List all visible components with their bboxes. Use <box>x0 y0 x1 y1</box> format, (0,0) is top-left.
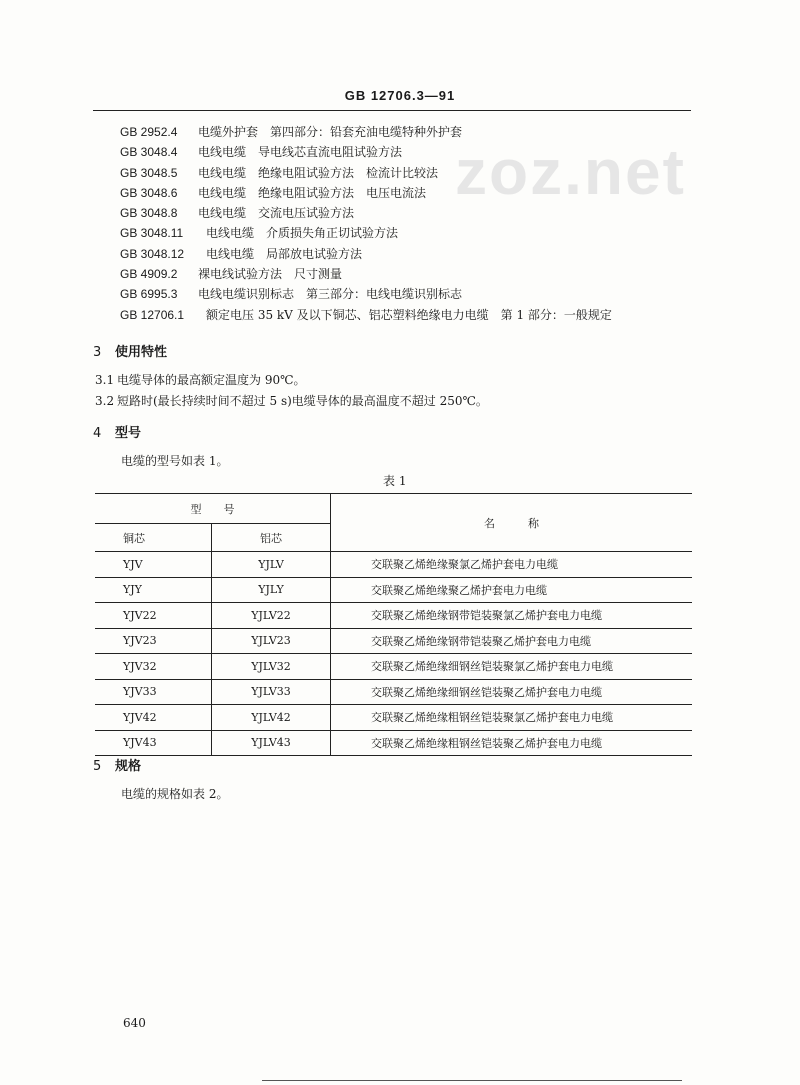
section-number: 3 <box>93 345 102 360</box>
reference-title: 电缆外护套 第四部分：铅套充油电缆特种外护套 <box>198 125 463 139</box>
watermark: zoz.net <box>455 136 686 208</box>
table-row <box>95 628 692 654</box>
header-name-cell: 名 称 <box>331 494 693 552</box>
reference-code: GB 3048.12 <box>120 246 185 261</box>
name-cell: 交联聚乙烯绝缘细钢丝铠装聚氯乙烯护套电力电缆 <box>331 654 693 680</box>
aluminum-cell: YJLV32 <box>212 654 331 680</box>
reference-title: 电线电缆 绝缘电阻试验方法 电压电流法 <box>198 185 427 200</box>
reference-code: GB 6995.3 <box>120 287 178 302</box>
section-5-heading <box>93 755 141 774</box>
table-header-row <box>95 494 692 524</box>
reference-title: 电线电缆 导电线芯直流电阻试验方法 <box>198 145 403 160</box>
aluminum-cell: YJLV <box>212 552 331 578</box>
name-cell: 交联聚乙烯绝缘钢带铠装聚乙烯护套电力电缆 <box>331 628 693 654</box>
copper-cell: YJV <box>95 552 212 578</box>
reference-title: 电线电缆 局部放电试验方法 <box>206 246 363 261</box>
reference-title: 额定电压 35 kV 及以下铜芯、铝芯塑料绝缘电力电缆 第 1 部分：一般规定 <box>206 307 612 322</box>
reference-item <box>120 203 612 223</box>
table-row <box>95 679 692 705</box>
clause-number: 3.1 <box>95 373 115 387</box>
reference-item <box>120 142 612 162</box>
aluminum-cell: YJLV33 <box>212 679 331 705</box>
copper-cell: YJV33 <box>95 679 212 705</box>
page-number: 640 <box>123 1016 146 1030</box>
reference-code: GB 3048.4 <box>120 145 178 160</box>
reference-code: GB 3048.11 <box>120 226 184 241</box>
header-copper-cell: 铜芯 <box>95 524 212 552</box>
section-number: 4 <box>93 426 102 441</box>
section-title: 使用特性 <box>115 345 168 360</box>
aluminum-cell: YJLV23 <box>212 628 331 654</box>
clause-3-1 <box>95 371 306 388</box>
reference-item <box>120 122 612 142</box>
reference-item <box>120 284 612 304</box>
reference-item <box>120 244 612 264</box>
name-cell: 交联聚乙烯绝缘钢带铠装聚氯乙烯护套电力电缆 <box>331 603 693 629</box>
aluminum-cell: YJLY <box>212 577 331 603</box>
header-aluminum-cell: 铝芯 <box>212 524 331 552</box>
section-3-heading <box>93 341 167 360</box>
aluminum-cell: YJLV22 <box>212 603 331 629</box>
section-4-heading <box>93 422 141 441</box>
copper-cell: YJV42 <box>95 705 212 731</box>
header-rule <box>93 110 691 111</box>
copper-cell: YJY <box>95 577 212 603</box>
copper-cell: YJV32 <box>95 654 212 680</box>
reference-item <box>120 264 612 284</box>
section-4-intro: 电缆的型号如表 1。 <box>121 454 229 468</box>
reference-title: 电线电缆 绝缘电阻试验方法 检流计比较法 <box>198 165 439 180</box>
name-cell: 交联聚乙烯绝缘粗钢丝铠装聚氯乙烯护套电力电缆 <box>331 705 693 731</box>
section-title: 规格 <box>115 759 142 774</box>
reference-code: GB 2952.4 <box>120 125 178 139</box>
reference-code: GB 3048.8 <box>120 206 178 221</box>
table-row <box>95 577 692 603</box>
aluminum-cell: YJLV43 <box>212 730 331 756</box>
section-5-intro: 电缆的规格如表 2。 <box>121 787 229 801</box>
reference-list <box>120 122 612 325</box>
name-cell: 交联聚乙烯绝缘细钢丝铠装聚乙烯护套电力电缆 <box>331 679 693 705</box>
name-cell: 交联聚乙烯绝缘聚乙烯护套电力电缆 <box>331 577 693 603</box>
reference-item <box>120 305 612 325</box>
table-caption: 表 1 <box>383 474 407 488</box>
model-table <box>95 493 692 756</box>
reference-title: 电线电缆 介质损失角正切试验方法 <box>206 226 399 241</box>
name-cell: 交联聚乙烯绝缘粗钢丝铠装聚乙烯护套电力电缆 <box>331 730 693 756</box>
reference-title: 裸电线试验方法 尺寸测量 <box>198 267 343 282</box>
table-row <box>95 705 692 731</box>
reference-code: GB 4909.2 <box>120 267 178 282</box>
clause-3-2 <box>95 392 488 409</box>
clause-number: 3.2 <box>95 394 115 408</box>
section-number: 5 <box>93 759 102 774</box>
aluminum-cell: YJLV42 <box>212 705 331 731</box>
page-header: GB 12706.3—91 <box>344 88 456 103</box>
copper-cell: YJV23 <box>95 628 212 654</box>
clause-text: 电缆导体的最高额定温度为 90℃。 <box>117 373 306 387</box>
table-row <box>95 552 692 578</box>
reference-item <box>120 183 612 203</box>
reference-code: GB 3048.6 <box>120 185 178 200</box>
reference-title: 电线电缆 交流电压试验方法 <box>198 206 355 221</box>
copper-cell: YJV43 <box>95 730 212 756</box>
reference-title: 电线电缆识别标志 第三部分：电线电缆识别标志 <box>198 287 463 302</box>
reference-code: GB 3048.5 <box>120 165 178 180</box>
table-row <box>95 603 692 629</box>
name-cell: 交联聚乙烯绝缘聚氯乙烯护套电力电缆 <box>331 552 693 578</box>
section-title: 型号 <box>115 426 142 441</box>
reference-item <box>120 163 612 183</box>
clause-text: 短路时(最长持续时间不超过 5 s)电缆导体的最高温度不超过 250℃。 <box>117 394 488 408</box>
bottom-rule <box>262 1080 682 1081</box>
header-group-cell: 型 号 <box>95 494 331 524</box>
reference-item <box>120 223 612 243</box>
table-row <box>95 654 692 680</box>
table-row <box>95 730 692 756</box>
reference-code: GB 12706.1 <box>120 307 185 322</box>
copper-cell: YJV22 <box>95 603 212 629</box>
